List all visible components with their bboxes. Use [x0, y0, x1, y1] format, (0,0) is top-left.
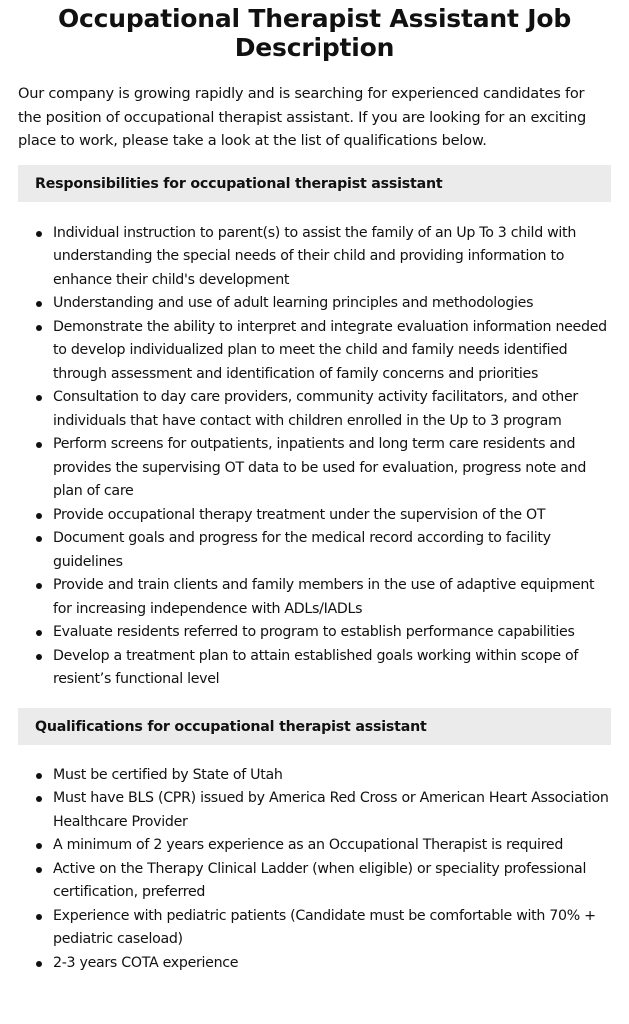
page-title: Occupational Therapist Assistant Job Description	[57, 4, 572, 62]
list-item: Develop a treatment plan to attain established goals working within scope of resient’s functional level	[18, 645, 611, 692]
list-item: Understanding and use of adult learning principles and methodologies	[18, 292, 611, 316]
list-item: Evaluate residents referred to program to establish performance capabilities	[18, 621, 611, 645]
list-item: A minimum of 2 years experience as an Occupational Therapist is required	[18, 834, 611, 858]
list-item: Document goals and progress for the medical record according to facility guidelines	[18, 527, 611, 574]
intro-paragraph: Our company is growing rapidly and is searching for experienced candidates for the position of occupational therapist assistant. If you are looking for an exciting place to work, please take a look at the list of qualifications below.	[18, 85, 587, 149]
list-item: 2-3 years COTA experience	[18, 952, 611, 976]
qualifications-heading: Qualifications for occupational therapist assistant	[18, 708, 611, 745]
list-item: Must have BLS (CPR) issued by America Red Cross or American Heart Association Healthcare Provider	[18, 787, 611, 834]
qualifications-list	[18, 764, 611, 976]
list-item: Provide occupational therapy treatment under the supervision of the OT	[18, 504, 611, 528]
list-item: Active on the Therapy Clinical Ladder (when eligible) or speciality professional certification, preferred	[18, 858, 611, 905]
list-item: Experience with pediatric patients (Candidate must be comfortable with 70% + pediatric caseload)	[18, 905, 611, 952]
list-item: Consultation to day care providers, community activity facilitators, and other individuals that have contact with children enrolled in the Up to 3 program	[18, 386, 611, 433]
list-item: Individual instruction to parent(s) to assist the family of an Up To 3 child with understanding the special needs of their child and providing information to enhance their child's development	[18, 222, 611, 293]
list-item: Perform screens for outpatients, inpatients and long term care residents and provides the supervising OT data to be used for evaluation, progress note and plan of care	[18, 433, 611, 504]
list-item: Demonstrate the ability to interpret and integrate evaluation information needed to develop individualized plan to meet the child and family needs identified through assessment and identification of family concerns and priorities	[18, 316, 611, 387]
responsibilities-heading: Responsibilities for occupational therapist assistant	[18, 165, 611, 202]
responsibilities-list	[18, 222, 611, 692]
list-item: Must be certified by State of Utah	[18, 764, 611, 788]
list-item: Provide and train clients and family members in the use of adaptive equipment for increasing independence with ADLs/IADLs	[18, 574, 611, 621]
